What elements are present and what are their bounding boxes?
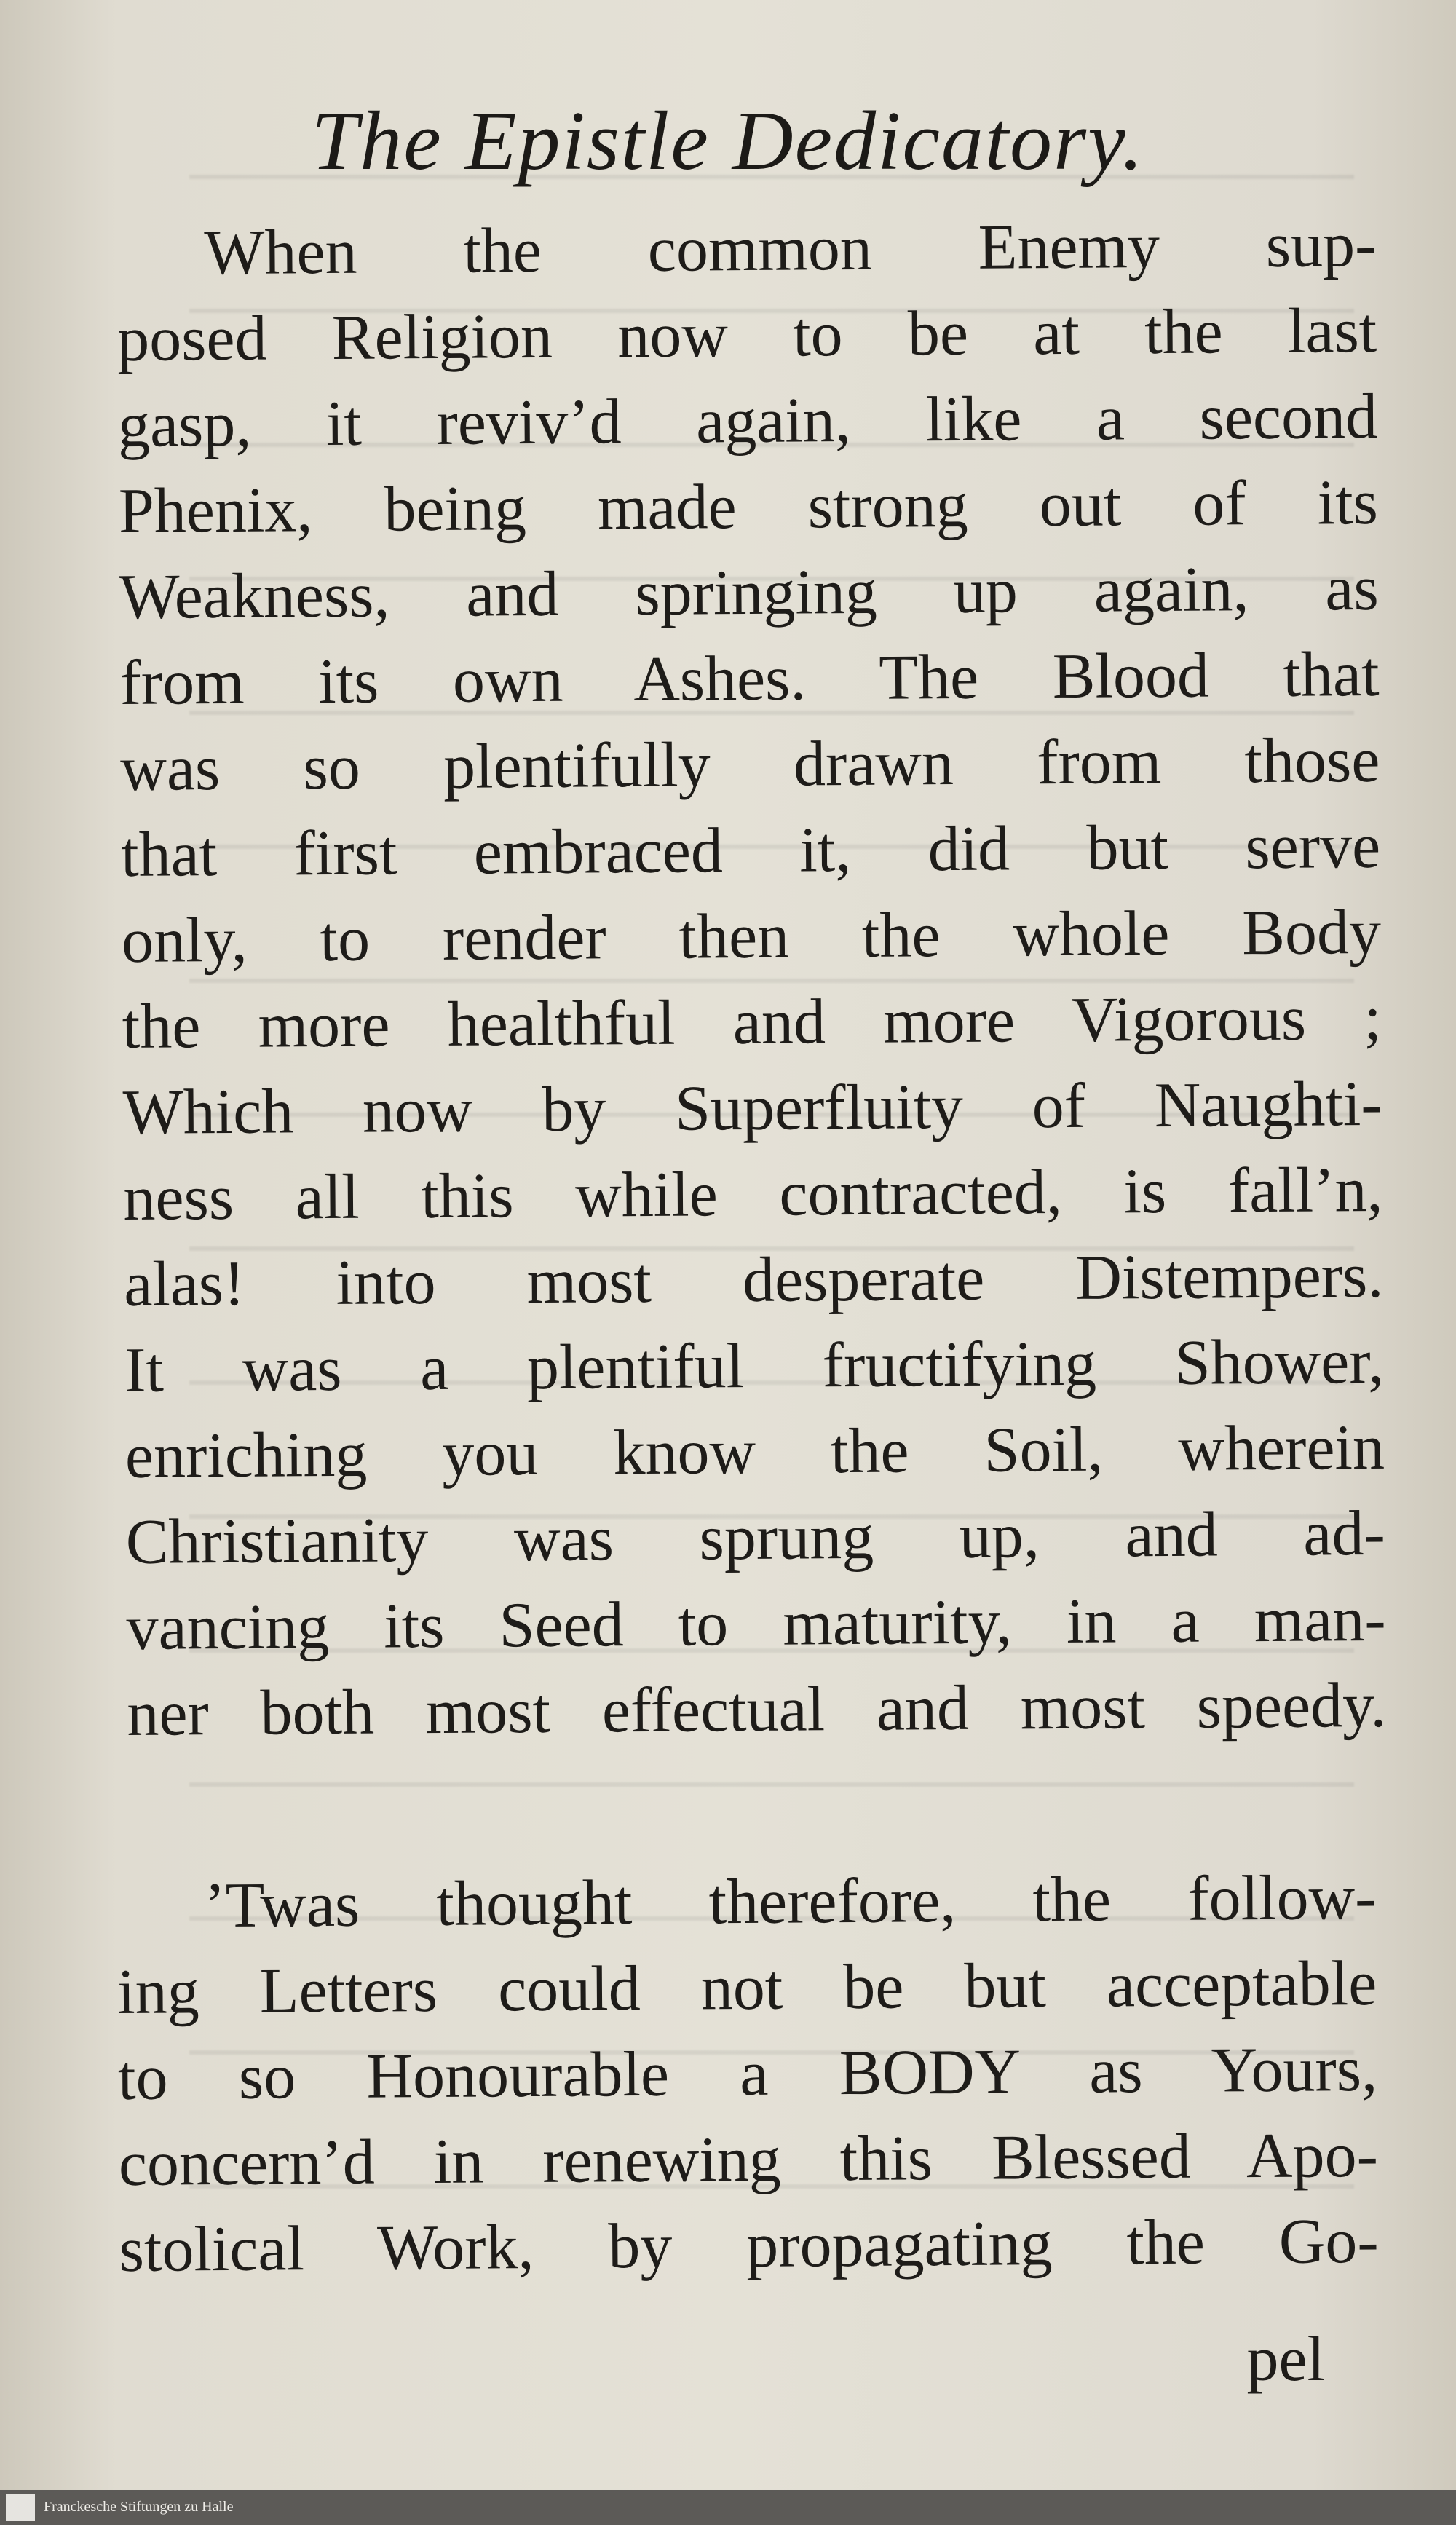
footer-bar	[0, 2490, 1456, 2525]
text-line: vancing its Seed to maturity, in a man-	[126, 1584, 1386, 1664]
text-line: ’Twas thought therefore, the follow-	[204, 1862, 1377, 1942]
paragraph-2	[116, 1855, 1379, 2293]
text-line: posed Religion now to be at the last	[116, 295, 1377, 375]
text-line: that first embraced it, did but serve	[120, 810, 1381, 890]
text-line: ness all this while contracted, is fall’n,	[123, 1154, 1383, 1234]
text-line: stolical Work, by propagating the Go-	[119, 2205, 1379, 2285]
text-line: the more healthful and more Vigorous ;	[122, 982, 1382, 1062]
catchword: pel	[1246, 2324, 1325, 2395]
page-title: The Epistle Dedicatory.	[311, 95, 1145, 188]
text-line: only, to render then the whole Body	[121, 896, 1382, 976]
paragraph-1	[116, 202, 1387, 1758]
text-line: alas! into most desperate Distempers.	[123, 1240, 1384, 1320]
text-line: Weakness, and springing up again, as	[119, 553, 1379, 633]
text-line: enriching you know the Soil, wherein	[124, 1412, 1385, 1492]
text-line: Christianity was sprung up, and ad-	[125, 1498, 1386, 1578]
text-line: Phenix, being made strong out of its	[118, 467, 1379, 547]
text-line: Which now by Superfluity of Naughti-	[122, 1068, 1382, 1148]
text-line: concern’d in renewing this Blessed Apo-	[118, 2119, 1379, 2200]
text-line: ner both most effectual and most speedy.	[127, 1669, 1387, 1750]
text-line: to so Honourable a BODY as Yours,	[117, 2034, 1378, 2114]
text-line: gasp, it reviv’d again, like a second	[117, 381, 1378, 461]
text-line: It was a plentiful fructifying Shower,	[124, 1326, 1385, 1406]
text-line: from its own Ashes. The Blood that	[119, 639, 1380, 719]
text-line: was so plentifully drawn from those	[120, 724, 1380, 805]
text-line: When the common Enemy sup-	[204, 209, 1377, 289]
footer-label: Franckesche Stiftungen zu Halle	[44, 2499, 234, 2515]
text-line: ing Letters could not be but acceptable	[116, 1948, 1377, 2028]
library-logo-icon	[6, 2494, 35, 2521]
